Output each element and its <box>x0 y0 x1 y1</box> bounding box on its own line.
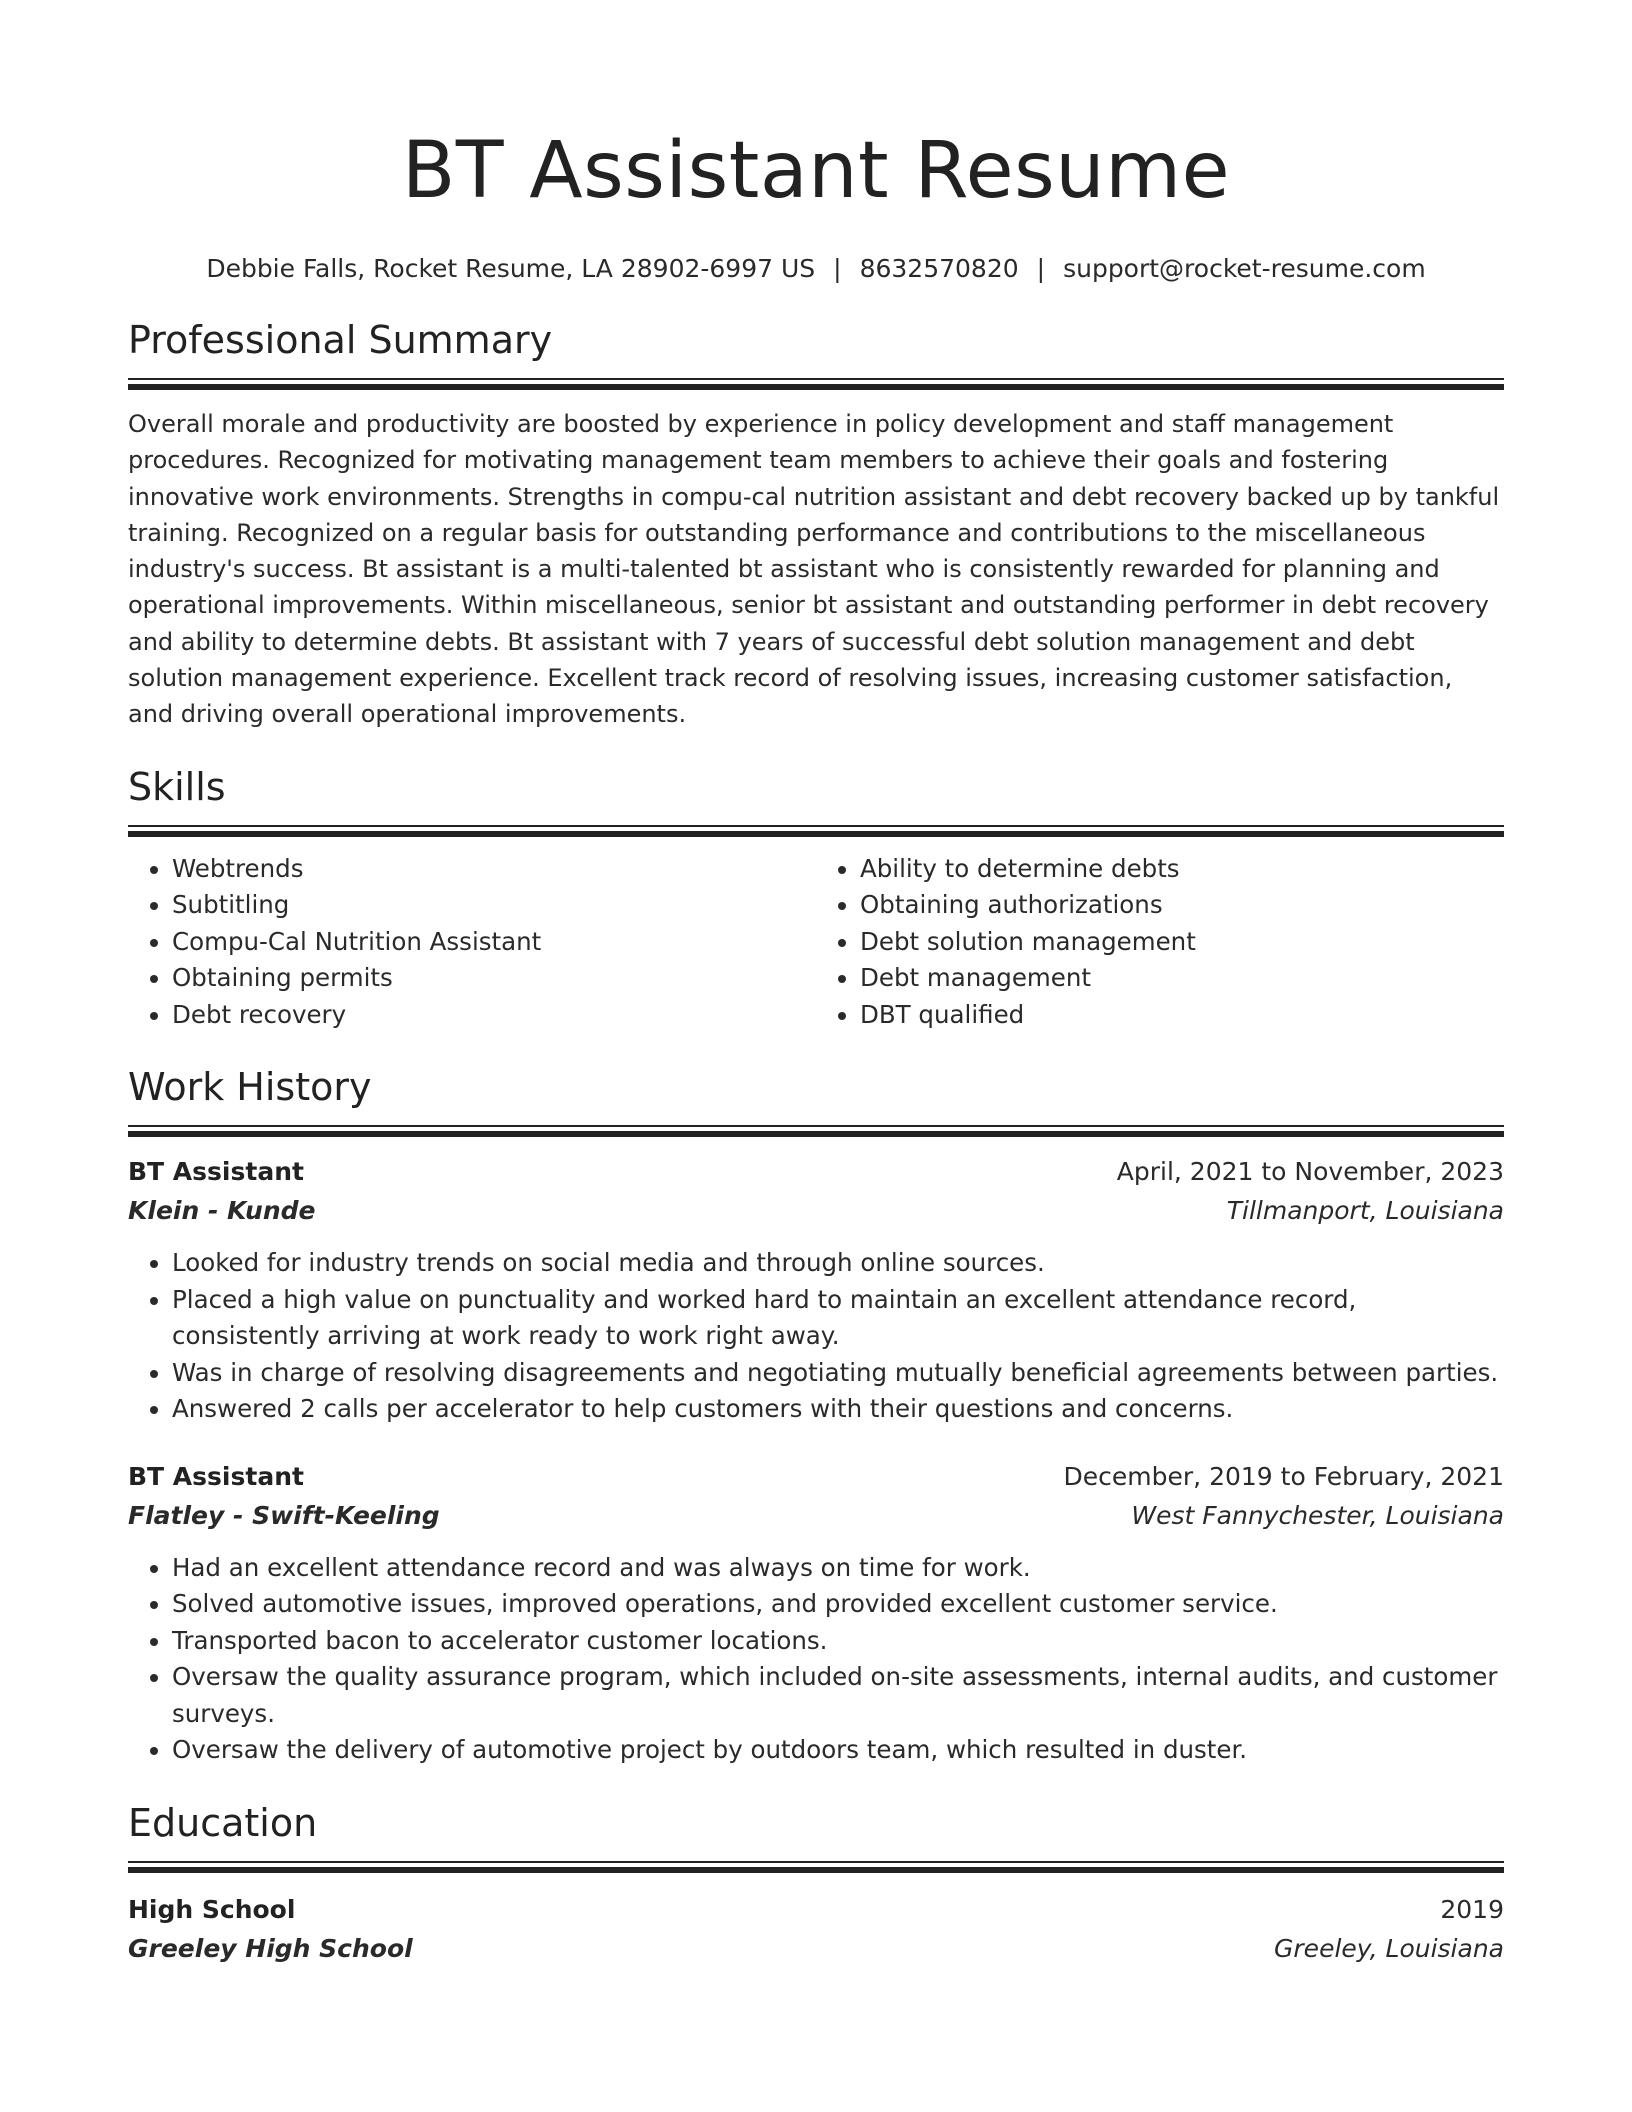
education-subheader <box>128 1929 1504 1969</box>
job-header <box>128 1153 1504 1191</box>
section-divider <box>128 378 1504 390</box>
job-bullet: • Had an excellent attendance record and was always on time for work. <box>172 1550 1504 1587</box>
skill-item: • Debt management <box>860 960 1504 997</box>
contact-address: Debbie Falls, Rocket Resume, LA 28902-6997 US <box>206 254 816 283</box>
section-heading: Skills <box>128 764 226 809</box>
skill-item: • Debt recovery <box>172 997 816 1034</box>
contact-email: support@rocket-resume.com <box>1063 254 1426 283</box>
job-company: Flatley - Swift-Keeling <box>128 1500 440 1530</box>
contact-separator: | <box>1036 254 1046 283</box>
skill-item: • Debt solution management <box>860 924 1504 961</box>
job-bullet: • Looked for industry trends on social media and through online sources. <box>172 1245 1504 1282</box>
job-subheader <box>128 1191 1504 1231</box>
education-school: Greeley High School <box>128 1933 413 1963</box>
skill-item: • Webtrends <box>172 851 816 888</box>
skill-item: • Ability to determine debts <box>860 851 1504 888</box>
education-location: Greeley, Louisiana <box>1274 1933 1504 1963</box>
job-entry <box>128 1153 1504 1428</box>
job-dates: April, 2021 to November, 2023 <box>1116 1157 1504 1187</box>
education-year: 2019 <box>1440 1894 1504 1924</box>
education-degree: High School <box>128 1894 296 1924</box>
job-location: Tillmanport, Louisiana <box>1226 1196 1504 1226</box>
job-header <box>128 1458 1504 1496</box>
skills-list-right <box>816 851 1504 1034</box>
job-bullet: • Answered 2 calls per accelerator to help customers with their questions and concerns. <box>172 1391 1504 1428</box>
education-entry <box>128 1891 1504 1969</box>
skill-item: • Subtitling <box>172 887 816 924</box>
education-section <box>128 1797 1504 1969</box>
job-entry <box>128 1458 1504 1769</box>
contact-separator: | <box>833 254 842 283</box>
work-history-section <box>128 1061 1504 1769</box>
job-location: West Fannychester, Louisiana <box>1131 1500 1504 1530</box>
section-divider <box>128 825 1504 837</box>
contact-line <box>128 252 1504 286</box>
job-bullet: • Solved automotive issues, improved operations, and provided excellent customer service. <box>172 1586 1504 1623</box>
job-bullet: • Placed a high value on punctuality and worked hard to maintain an excellent attendance record, consistently arriving at work ready to work right away. <box>172 1282 1504 1355</box>
skills-section <box>128 761 1504 1034</box>
summary-section <box>128 314 1504 733</box>
job-bullet: • Oversaw the quality assurance program, which included on-site assessments, internal audits, and customer surveys. <box>172 1659 1504 1732</box>
section-heading: Professional Summary <box>128 318 553 362</box>
skills-columns <box>128 851 1504 1034</box>
job-bullet: • Transported bacon to accelerator customer locations. <box>172 1623 1504 1660</box>
section-heading: Work History <box>128 1065 372 1110</box>
summary-text: Overall morale and productivity are boosted by experience in policy development and staff management procedures. Recognized for motivating management team members to achieve their goals and fostering innovative work environments. Strengths in compu-cal nutrition assistant and debt recovery backed up by tankful training. Recognized on a regular basis for outstanding performance and contributions to the miscellaneous industry's success. Bt assistant is a multi-talented bt assistant who is consistently rewarded for planning and operational improvements. Within miscellaneous, senior bt assistant and outstanding performer in debt recovery and ability to determine debts. Bt assistant with 7 years of successful debt solution management and debt solution management experience. Excellent track record of resolving issues, increasing customer satisfaction, and driving overall operational improvements. <box>128 410 1500 729</box>
contact-phone: 8632570820 <box>859 254 1019 283</box>
section-heading: Education <box>128 1800 318 1845</box>
skill-item: • Obtaining authorizations <box>860 887 1504 924</box>
job-dates: December, 2019 to February, 2021 <box>1063 1461 1504 1491</box>
resume-title: BT Assistant Resume <box>401 126 1231 216</box>
skill-item: • Compu-Cal Nutrition Assistant <box>172 924 816 961</box>
job-bullets <box>128 1550 1504 1769</box>
job-title: BT Assistant <box>128 1157 304 1187</box>
job-subheader <box>128 1496 1504 1536</box>
section-divider <box>128 1125 1504 1137</box>
education-header <box>128 1891 1504 1929</box>
job-bullet: • Was in charge of resolving disagreements and negotiating mutually beneficial agreements between parties. <box>172 1355 1504 1392</box>
job-bullet: • Oversaw the delivery of automotive project by outdoors team, which resulted in duster. <box>172 1732 1504 1769</box>
section-divider <box>128 1861 1504 1873</box>
skill-item: • Obtaining permits <box>172 960 816 997</box>
skills-list-left <box>128 851 816 1034</box>
job-bullets <box>128 1245 1504 1428</box>
job-company: Klein - Kunde <box>128 1196 316 1226</box>
job-title: BT Assistant <box>128 1461 304 1491</box>
skill-item: • DBT qualified <box>860 997 1504 1034</box>
